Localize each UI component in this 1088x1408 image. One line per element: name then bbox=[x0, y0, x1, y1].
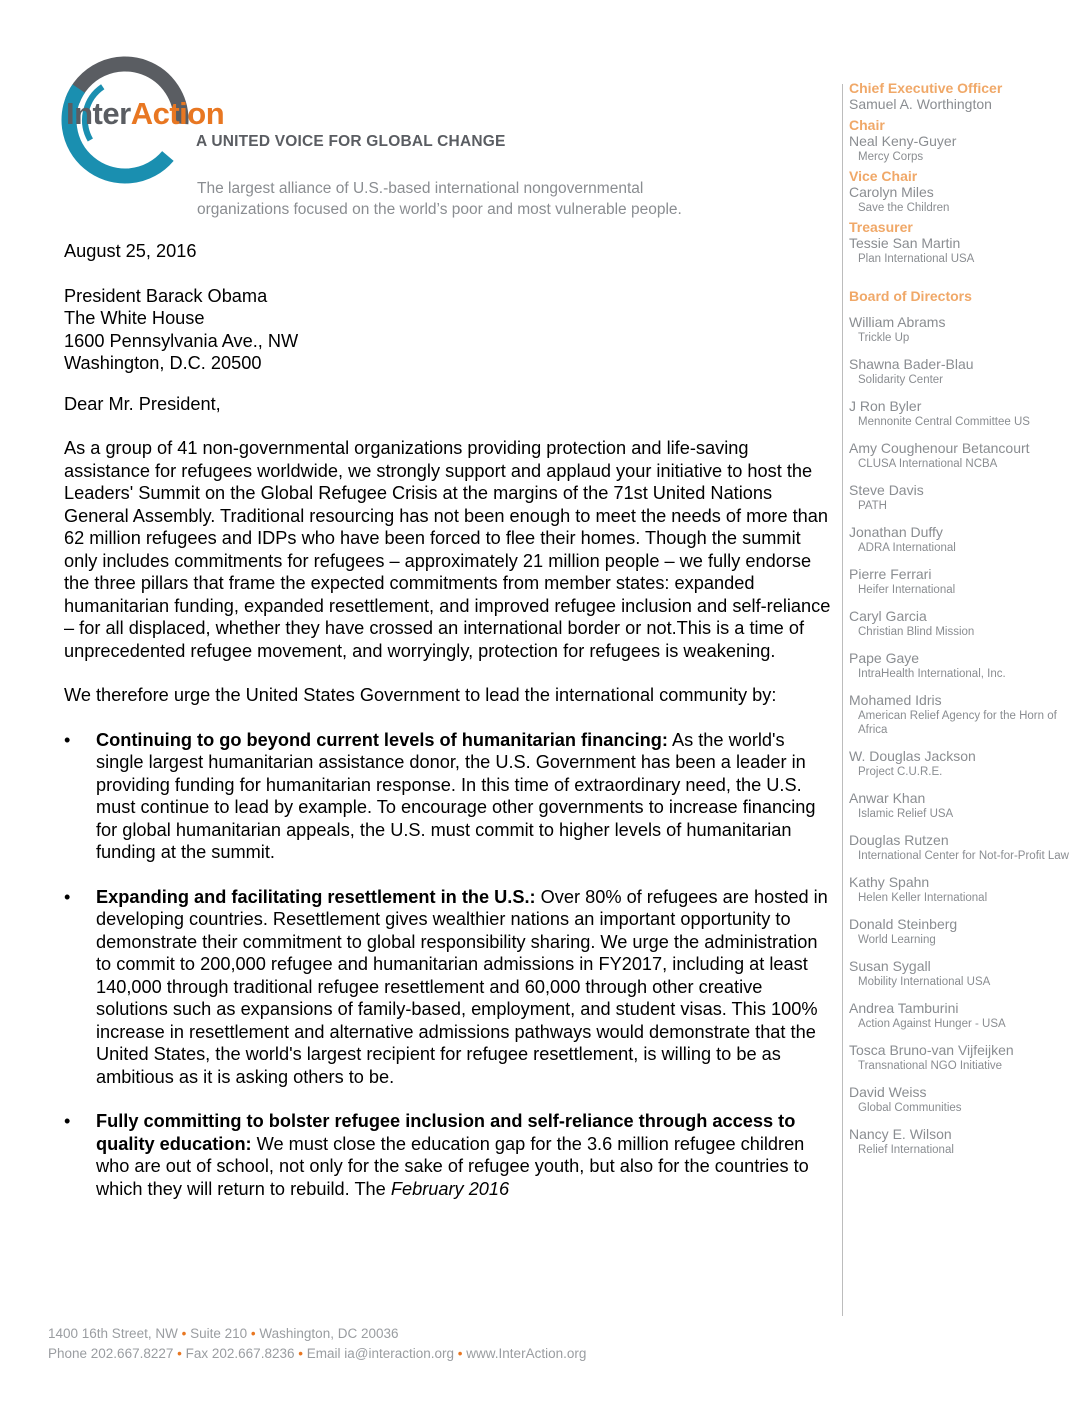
board-member bbox=[849, 440, 1069, 471]
footer-contact bbox=[48, 1344, 586, 1364]
board-member-org: Relief International bbox=[858, 1144, 954, 1156]
bullet-text: As the world's single largest humanitarian assistance donor, the U.S. Government has been a leader in providing funding for humanitarian response. In this time of extraordinary need, the U.S. must continue to lead by example. To encourage other governments to increase financing for global humanitarian appeals, the U.S. must commit to higher levels of humanitarian funding at the summit. bbox=[96, 729, 816, 862]
address-line: The White House bbox=[64, 308, 205, 328]
board-member bbox=[849, 482, 1069, 513]
separator-dot: • bbox=[181, 1326, 187, 1341]
footer-suite: Suite 210 bbox=[190, 1326, 248, 1341]
board-member-org: American Relief Agency for the Horn of Africa bbox=[858, 710, 1057, 736]
board-member-org: ADRA International bbox=[858, 542, 956, 554]
separator-dot: • bbox=[250, 1326, 256, 1341]
list-item bbox=[64, 1110, 836, 1200]
salutation: Dear Mr. President, bbox=[64, 393, 221, 414]
letterhead-footer bbox=[48, 1324, 586, 1364]
mission-statement bbox=[197, 178, 757, 220]
board-member-org: International Center for Not-for-Profit Law bbox=[858, 850, 1069, 862]
bullet-lead: Fully committing to bolster refugee inclusion and self-reliance through access to quality education: bbox=[96, 1111, 796, 1154]
board-member-name: Nancy E. Wilson bbox=[849, 1126, 952, 1142]
board-member bbox=[849, 832, 1069, 863]
board-member bbox=[849, 916, 1069, 947]
mission-line: The largest alliance of U.S.-based international nongovernmental bbox=[197, 180, 644, 197]
officer-role: Chair bbox=[849, 117, 885, 133]
board-member bbox=[849, 1084, 1069, 1115]
footer-address bbox=[48, 1324, 586, 1344]
separator-dot: • bbox=[457, 1346, 463, 1361]
board-member-name: J Ron Byler bbox=[849, 398, 922, 414]
footer-fax: Fax 202.667.8236 bbox=[185, 1346, 295, 1361]
board-member-name: Donald Steinberg bbox=[849, 916, 958, 932]
board-member-org: Helen Keller International bbox=[858, 892, 988, 904]
bullet-icon: • bbox=[64, 1111, 71, 1131]
board-member bbox=[849, 314, 1069, 345]
address-line: 1600 Pennsylvania Ave., NW bbox=[64, 330, 299, 351]
officer-role: Vice Chair bbox=[849, 168, 918, 184]
board-member bbox=[849, 524, 1069, 555]
board-member-org: Project C.U.R.E. bbox=[858, 766, 943, 778]
board-member-org: Heifer International bbox=[858, 584, 956, 596]
bullet-text: Over 80% of refugees are hosted in developing countries. Resettlement gives wealthier nations an important opportunity to demonstrate their commitment to global responsibility sharing. We urge the administration to commit to 200,000 refugee and humanitarian admissions in FY2017, including at least 140,000 through traditional refugee resettlement and 60,000 through other creative solutions such as expansions of family-based, employment, and student visas. This 100% increase in resettlement and alternative admissions pathways would demonstrate that the United States, the world's largest recipient for refugee resettlement, is willing to be as ambitious as it is asking others to be. bbox=[96, 886, 828, 1087]
board-member bbox=[849, 608, 1069, 639]
urge-paragraph: We therefore urge the United States Government to lead the international community by: bbox=[64, 685, 777, 705]
intro-paragraph: As a group of 41 non-governmental organizations providing protection and life-saving assistance for refugees worldwide, we strongly support and applaud your initiative to host the Leaders' Summit on the Global Refugee Crisis at the margins of the 71st United Nations General Assembly. Traditional resourcing has not been enough to meet the needs of more than 62 million refugees and IDPs who have been forced to flee their homes. Though the summit only includes commitments for refugees – approximately 21 million people – we fully endorse the three pillars that frame the expected commitments from member states: expanded humanitarian funding, expanded resettlement, and improved refugee inclusion and self-reliance – for all displaced, whether they have crossed an international border or not.This is a time of unprecedented refugee movement, and worryingly, protection for refugees is weakening. bbox=[64, 438, 831, 661]
footer-phone: Phone 202.667.8227 bbox=[48, 1346, 174, 1361]
footer-email[interactable]: Email ia@interaction.org bbox=[306, 1346, 455, 1361]
board-member-org: Solidarity Center bbox=[858, 374, 944, 386]
mission-line: organizations focused on the world’s poor and most vulnerable people. bbox=[197, 201, 682, 218]
board-member-org: CLUSA International NCBA bbox=[858, 458, 998, 470]
board-member-name: Kathy Spahn bbox=[849, 874, 930, 890]
board-member bbox=[849, 650, 1069, 681]
tagline: A UNITED VOICE FOR GLOBAL CHANGE bbox=[196, 133, 506, 150]
board-member-org: Trickle Up bbox=[858, 332, 910, 344]
bullet-text: We must close the education gap for the 3.6 million refugee children who are out of school, not only for the sake of refugee youth, but also for the countries to which they will return to rebuild. The bbox=[96, 1133, 809, 1199]
list-item bbox=[64, 729, 836, 864]
board-member-name: Tosca Bruno-van Vijfeijken bbox=[849, 1042, 1014, 1058]
board-member-name: Anwar Khan bbox=[849, 790, 926, 806]
officer-name: Neal Keny-Guyer bbox=[849, 133, 957, 149]
board-member bbox=[849, 356, 1069, 387]
board-member bbox=[849, 748, 1069, 779]
board-member bbox=[849, 790, 1069, 821]
board-member-org: Action Against Hunger - USA bbox=[858, 1018, 1006, 1030]
officer-org: Plan International USA bbox=[858, 253, 975, 265]
officer-entry bbox=[849, 168, 1069, 215]
board-member-org: IntraHealth International, Inc. bbox=[858, 668, 1006, 680]
board-member-name: Pape Gaye bbox=[849, 650, 920, 666]
officer-role: Treasurer bbox=[849, 219, 913, 235]
recommendation-list bbox=[64, 729, 836, 1201]
separator-dot: • bbox=[177, 1346, 182, 1361]
board-member-org: Mobility International USA bbox=[858, 976, 991, 988]
board-member-name: Douglas Rutzen bbox=[849, 832, 949, 848]
board-member bbox=[849, 1000, 1069, 1031]
board-member-org: Transnational NGO Initiative bbox=[858, 1060, 1003, 1072]
board-member-name: Steve Davis bbox=[849, 482, 924, 498]
board-member bbox=[849, 398, 1069, 429]
board-member-org: Christian Blind Mission bbox=[858, 626, 975, 638]
footer-street: 1400 16th Street, NW bbox=[48, 1326, 178, 1341]
footer-website[interactable]: www.InterAction.org bbox=[466, 1346, 587, 1361]
address-line: President Barack Obama bbox=[64, 285, 268, 306]
board-member bbox=[849, 1126, 1069, 1157]
board-member-org: Islamic Relief USA bbox=[858, 808, 954, 820]
board-member-name: Mohamed Idris bbox=[849, 692, 942, 708]
board-member-name: Pierre Ferrari bbox=[849, 566, 932, 582]
leadership-sidebar bbox=[849, 80, 1069, 1168]
officer-name: Samuel A. Worthington bbox=[849, 96, 992, 112]
officer-name: Carolyn Miles bbox=[849, 184, 934, 200]
officer-entry bbox=[849, 219, 1069, 266]
board-member-name: Jonathan Duffy bbox=[849, 524, 943, 540]
officer-role: Chief Executive Officer bbox=[849, 80, 1003, 96]
board-member-org: World Learning bbox=[858, 934, 936, 946]
board-member-name: Shawna Bader-Blau bbox=[849, 356, 974, 372]
board-member bbox=[849, 692, 1069, 737]
logo-wordmark bbox=[66, 98, 224, 129]
board-member-name: W. Douglas Jackson bbox=[849, 748, 976, 764]
bullet-lead: Continuing to go beyond current levels of humanitarian financing: bbox=[96, 729, 668, 750]
board-member-name: Caryl Garcia bbox=[849, 608, 927, 624]
board-member bbox=[849, 1042, 1069, 1073]
board-member-name: William Abrams bbox=[849, 314, 946, 330]
board-member bbox=[849, 566, 1069, 597]
address-line: Washington, D.C. 20500 bbox=[64, 353, 262, 373]
board-member-name: Amy Coughenour Betancourt bbox=[849, 440, 1030, 456]
board-member-org: Global Communities bbox=[858, 1102, 962, 1114]
letter-body bbox=[64, 240, 836, 1222]
officer-name: Tessie San Martin bbox=[849, 235, 961, 251]
board-member-org: PATH bbox=[858, 500, 887, 512]
board-member-name: David Weiss bbox=[849, 1084, 927, 1100]
officer-entry bbox=[849, 80, 1069, 113]
officer-entry bbox=[849, 117, 1069, 164]
board-title: Board of Directors bbox=[849, 288, 972, 304]
recipient-address bbox=[64, 285, 836, 375]
footer-city: Washington, DC 20036 bbox=[259, 1326, 399, 1341]
board-member-name: Andrea Tamburini bbox=[849, 1000, 959, 1016]
board-member-org: Mennonite Central Committee US bbox=[858, 416, 1030, 428]
bullet-italic: February 2016 bbox=[390, 1178, 510, 1199]
board-member bbox=[849, 958, 1069, 989]
officer-org: Mercy Corps bbox=[858, 151, 924, 163]
board-member-name: Susan Sygall bbox=[849, 958, 931, 974]
sidebar-divider bbox=[842, 84, 843, 1316]
logo-inter: Inter bbox=[66, 96, 131, 131]
officer-org: Save the Children bbox=[858, 202, 950, 214]
board-member bbox=[849, 874, 1069, 905]
bullet-lead: Expanding and facilitating resettlement in the U.S.: bbox=[96, 886, 536, 907]
logo-action: Action bbox=[130, 96, 225, 131]
board-list bbox=[849, 314, 1069, 1157]
separator-dot: • bbox=[298, 1346, 303, 1361]
bullet-icon: • bbox=[64, 886, 71, 907]
letter-date: August 25, 2016 bbox=[64, 241, 197, 261]
bullet-icon: • bbox=[64, 729, 71, 750]
list-item bbox=[64, 886, 836, 1089]
